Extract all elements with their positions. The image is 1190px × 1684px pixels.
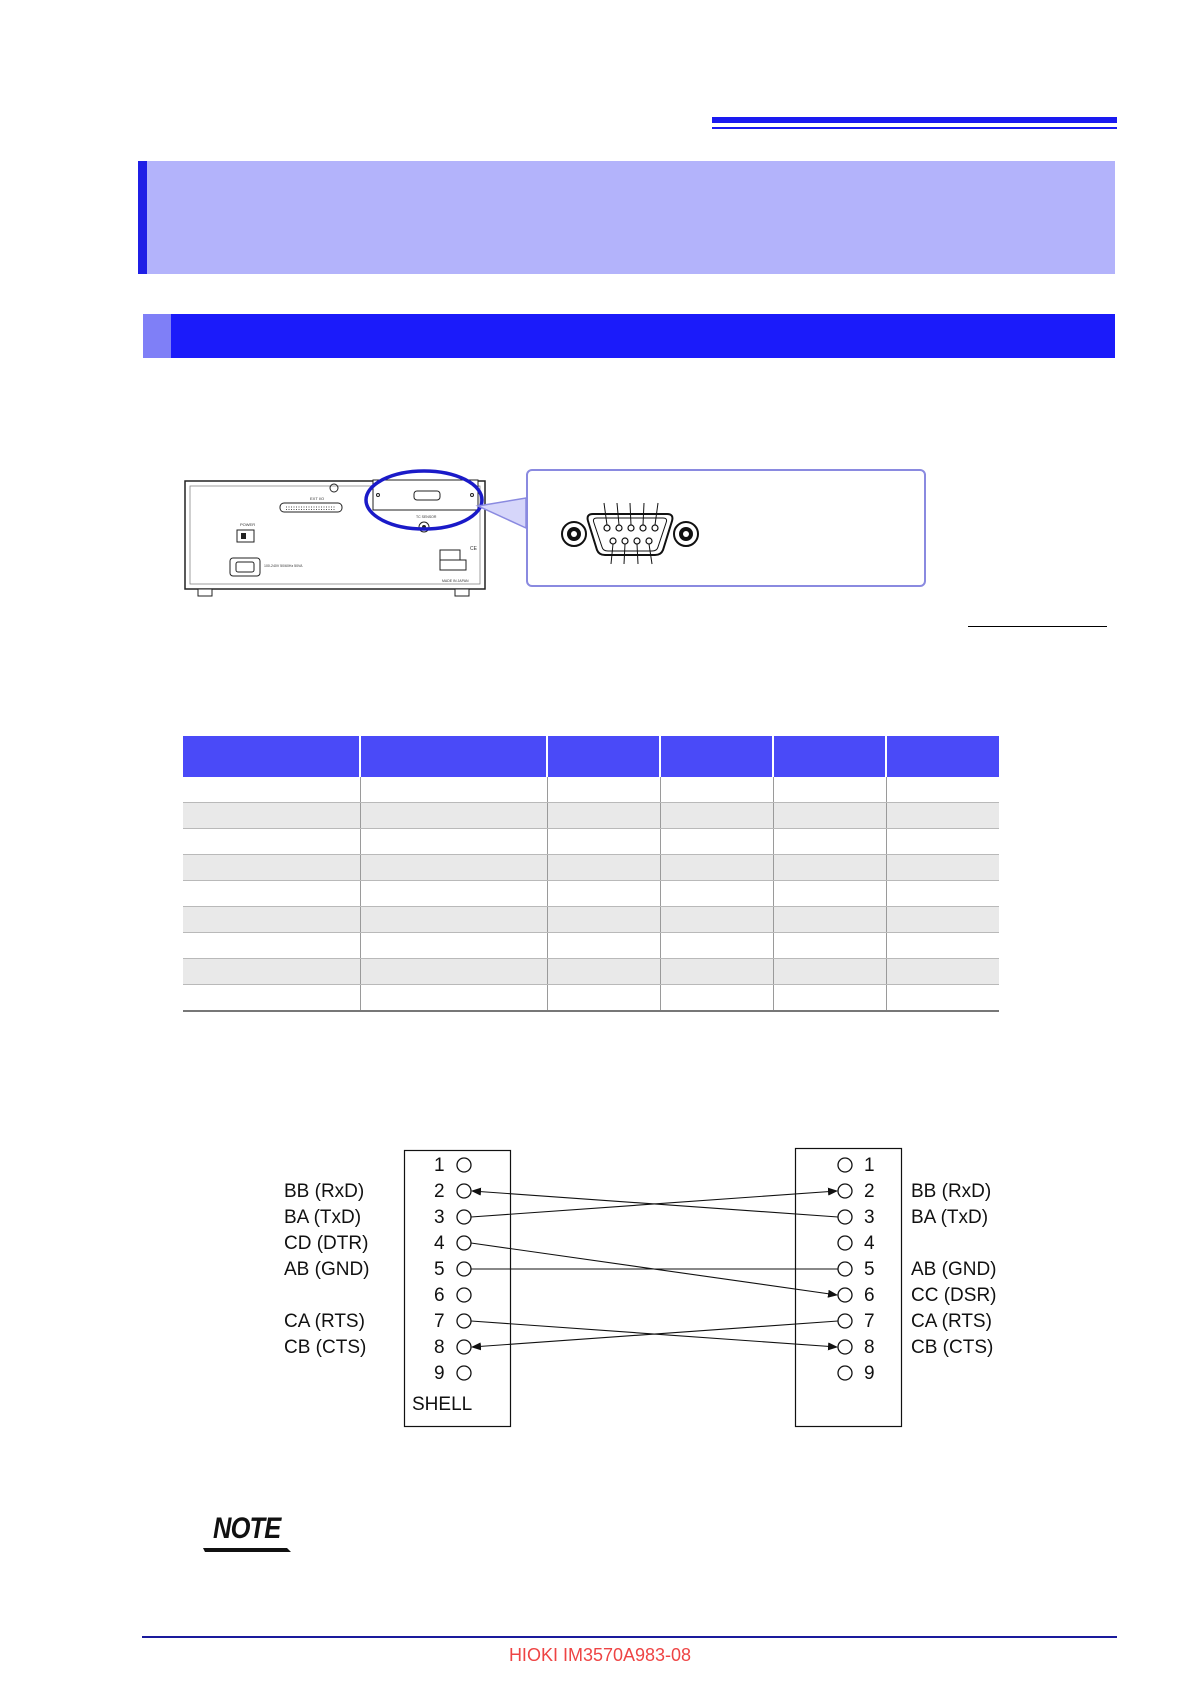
left-shell-label: SHELL — [412, 1394, 473, 1415]
left-signal-labels — [284, 1181, 370, 1358]
table-header-cell — [886, 736, 999, 777]
ac-inlet — [230, 558, 260, 576]
right-signal-cts: CB (CTS) — [911, 1337, 994, 1358]
ce-mark: CE — [470, 546, 477, 552]
right-pin-7: 7 — [864, 1311, 875, 1332]
footer-document-code: HIOKI IM3570A983-08 — [508, 1645, 692, 1665]
table-row — [183, 907, 999, 933]
chapter-title-band — [138, 161, 1115, 274]
left-pin-terminals — [457, 1158, 471, 1380]
table-header-cell — [183, 736, 360, 777]
right-pin-6: 6 — [864, 1285, 875, 1306]
right-pin-1: 1 — [864, 1155, 875, 1176]
dsub9-shell — [588, 514, 673, 555]
left-pin-7: 7 — [434, 1311, 445, 1332]
note-mark — [203, 1510, 293, 1554]
table-header-cell — [773, 736, 886, 777]
right-signal-txd: BA (TxD) — [911, 1207, 989, 1228]
power-label: POWER — [240, 522, 256, 527]
left-pin-6: 6 — [434, 1285, 445, 1306]
section-title-band-edge — [143, 314, 171, 358]
right-signal-rxd: BB (RxD) — [911, 1181, 992, 1202]
rs232c-crossover-wiring-diagram — [0, 1140, 1190, 1440]
table-header-row — [183, 736, 999, 777]
left-pin-5: 5 — [434, 1259, 445, 1280]
header-rule-thin — [712, 127, 1117, 129]
right-pin-9: 9 — [864, 1363, 875, 1384]
instrument-foot-left — [198, 589, 212, 596]
chapter-title-band-edge — [138, 161, 147, 274]
right-pin-8: 8 — [864, 1337, 875, 1358]
right-signal-gnd: AB (GND) — [911, 1259, 997, 1280]
connector-highlight-ellipse — [366, 471, 482, 529]
right-pin-2: 2 — [864, 1181, 875, 1202]
right-signal-rts: CA (RTS) — [911, 1311, 992, 1332]
note-label: NOTE — [213, 1512, 281, 1545]
instrument-foot-right — [455, 589, 469, 596]
right-signal-labels — [911, 1181, 997, 1358]
left-pin-3: 3 — [434, 1207, 445, 1228]
table-row — [183, 959, 999, 985]
left-pin-9: 9 — [434, 1363, 445, 1384]
right-pin-4: 4 — [864, 1233, 875, 1254]
left-signal-txd: BA (TxD) — [284, 1207, 362, 1228]
table-header-cell — [660, 736, 773, 777]
ac-rating-label: 100-240V 50/60Hz 50VA — [264, 564, 303, 568]
table-row — [183, 933, 999, 959]
ext-io-label: EXT I/O — [310, 496, 325, 501]
left-signal-gnd: AB (GND) — [284, 1259, 370, 1280]
header-rule-thick — [712, 117, 1117, 123]
footer-rule — [142, 1636, 1117, 1638]
right-pin-5: 5 — [864, 1259, 875, 1280]
right-pin-numbers — [864, 1155, 875, 1384]
table-row — [183, 803, 999, 829]
left-signal-dtr: CD (DTR) — [284, 1233, 369, 1254]
left-pin-1: 1 — [434, 1155, 445, 1176]
left-signal-rts: CA (RTS) — [284, 1311, 365, 1332]
made-in-label: MADE IN JAPAN — [442, 579, 469, 583]
note-underline — [203, 1544, 293, 1554]
callout-leader — [478, 498, 526, 528]
table-row — [183, 777, 999, 803]
left-signal-cts: CB (CTS) — [284, 1337, 367, 1358]
right-pin-terminals — [838, 1158, 852, 1380]
dsub9-connector-illustration — [555, 500, 705, 566]
left-pin-2: 2 — [434, 1181, 445, 1202]
section-title-band — [143, 314, 1115, 358]
tc-sensor-label: TC SENSOR — [416, 515, 437, 519]
pin-assignment-table — [183, 736, 999, 1012]
table-header-cell — [360, 736, 547, 777]
connector-highlight — [360, 462, 540, 552]
right-signal-dsr: CC (DSR) — [911, 1285, 997, 1306]
table-header-cell — [547, 736, 660, 777]
left-pin-8: 8 — [434, 1337, 445, 1358]
right-pin-3: 3 — [864, 1207, 875, 1228]
table-row — [183, 985, 999, 1012]
left-pin-4: 4 — [434, 1233, 445, 1254]
reference-underline — [968, 626, 1107, 627]
crossover-wires — [471, 1191, 838, 1347]
table-row — [183, 855, 999, 881]
table-row — [183, 881, 999, 907]
left-signal-rxd: BB (RxD) — [284, 1181, 365, 1202]
table-row — [183, 829, 999, 855]
